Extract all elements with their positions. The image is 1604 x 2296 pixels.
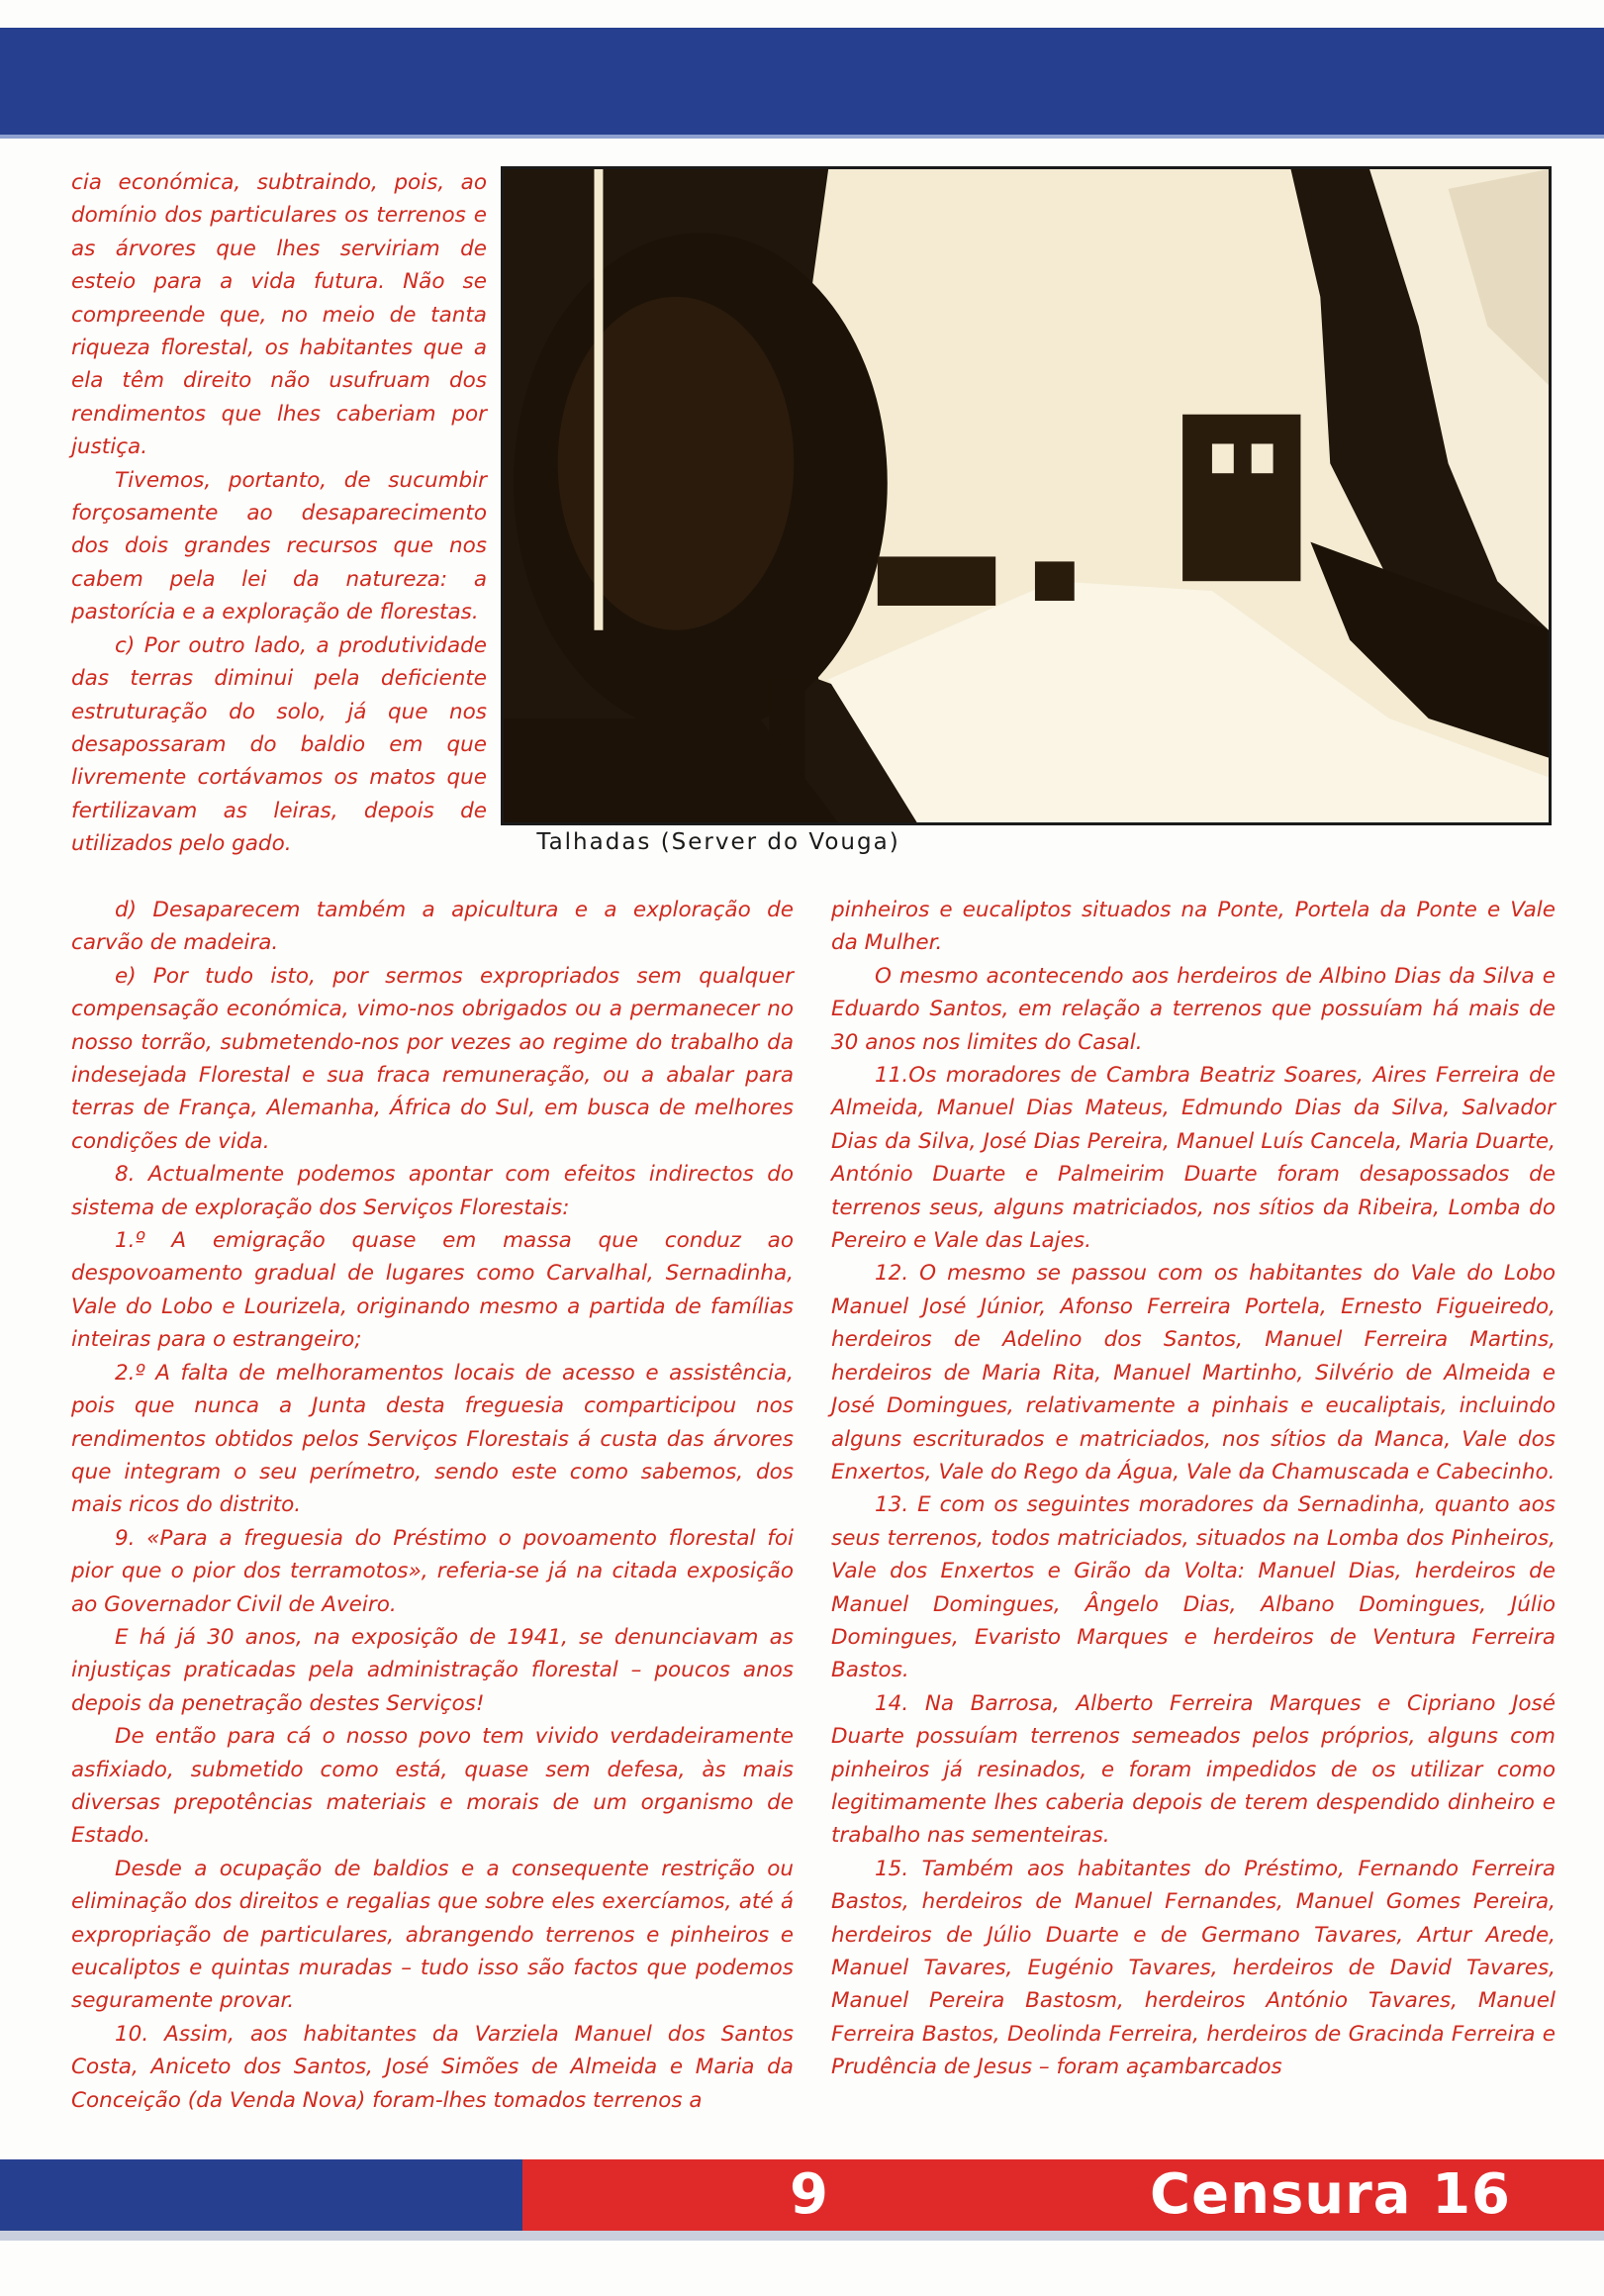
paragraph: cia económica, subtraindo, pois, ao domínio dos particulares os terrenos e as árvores que lhes serviriam de esteio para a vida futura. Não se compreende que, no meio de tanta riqueza florestal, os habitantes que a ela têm direito não usufruam dos rendimentos que lhes caberiam por justiça. xyxy=(71,170,487,460)
paragraph: 8. Actualmente podemos apontar com efeitos indirectos do sistema de exploração dos Serviços Florestais: xyxy=(71,1162,794,1220)
footer-band-red xyxy=(522,2159,1604,2231)
paragraph: 13. E com os seguintes moradores da Sernadinha, quanto aos seus terrenos, todos matriciados, situados na Lomba dos Pinheiros, Vale dos Enxertos e Girão da Volta: Manuel Dias, herdeiros de Manuel Domingues, Ângelo Dias, Albano Domingues, Júlio Domingues, Evaristo Marques e herdeiros de Ventura Ferreira Bastos. xyxy=(831,1492,1556,1683)
paragraph: d) Desaparecem também a apicultura e a exploração de carvão de madeira. xyxy=(71,898,794,956)
paragraph: 12. O mesmo se passou com os habitantes do Vale do Lobo Manuel José Júnior, Afonso Ferreira Portela, Ernesto Figueiredo, herdeiros de Adelino dos Santos, Manuel Ferreira Martins, herdeiros de Maria Rita, Manuel Martinho, Silvério de Almeida e José Domingues, relativamente a pinhais e eucaliptais, incluindo alguns escriturados e matriciados, nos sítios da Manca, Vale dos Enxertos, Vale do Rego da Água, Vale da Chamuscada e Cabecinho. xyxy=(831,1261,1556,1484)
paragraph: e) Por tudo isto, por sermos expropriados sem qualquer compensação económica, vimo-nos obrigados ou a permanecer no nosso torrão, submetendo-nos por vezes ao regime do trabalho da indesejada Florestal e sua fraca remuneração, ou a abalar para terras de França, Alemanha, África do Sul, em busca de melhores condições de vida. xyxy=(71,963,794,1154)
photo-illustration xyxy=(504,169,1549,822)
paragraph: pinheiros e eucaliptos situados na Ponte, Portela da Ponte e Vale da Mulher. xyxy=(831,898,1556,956)
paragraph: c) Por outro lado, a produtividade das terras diminui pela deficiente estruturação do solo, já que nos desapossaram do baldio em que livremente cortávamos os matos que fertilizavam as leiras, depois de utilizados pelo gado. xyxy=(71,632,487,857)
paragraph: 2.º A falta de melhoramentos locais de acesso e assistência, pois que nunca a Junta desta freguesia comparticipou nos rendimentos obtidos pelos Serviços Florestais á custa das árvores que integram o seu perímetro, sendo este como sabemos, dos mais ricos do distrito. xyxy=(71,1360,794,1518)
page-number: 9 xyxy=(790,2162,828,2227)
paragraph: Tivemos, portanto, de sucumbir forçosamente ao desaparecimento dos dois grandes recursos que nos cabem pela lei da natureza: a pastorícia e a exploração de florestas. xyxy=(71,467,487,625)
paragraph: De então para cá o nosso povo tem vivido verdadeiramente asfixiado, submetido como está, quase sem defesa, às mais diversas prepotências materiais e morais de um organismo de Estado. xyxy=(71,1724,794,1849)
village-street-photo xyxy=(501,166,1552,825)
photo-caption: Talhadas (Server do Vouga) xyxy=(536,829,900,855)
paragraph: 10. Assim, aos habitantes da Varziela Manuel dos Santos Costa, Aniceto dos Santos, José Simões de Almeida e Maria da Conceição (da Venda Nova) foram-lhes tomados terrenos a xyxy=(71,2021,794,2113)
paragraph: 9. «Para a freguesia do Préstimo o povoamento florestal foi pior que o pior dos terramotos», referia-se já na citada exposição ao Governador Civil de Aveiro. xyxy=(71,1525,794,1617)
footer-rule xyxy=(0,2231,1604,2241)
left-column-bottom xyxy=(71,894,794,2117)
paragraph: Desde a ocupação de baldios e a consequente restrição ou eliminação dos direitos e regalias que sobre eles exercíamos, até á expropriação de particulares, abrangendo terrenos e pinheiros e eucaliptos e quintas muradas – tudo isso são factos que podemos seguramente provar. xyxy=(71,1856,794,2014)
paragraph: 14. Na Barrosa, Alberto Ferreira Marques e Cipriano José Duarte possuíam terrenos semeados pelos próprios, alguns com pinheiros já resinados, e foram impedidos de os utilizar como legitimamente lhes caberia depois de terem despendido dinheiro e trabalho nas sementeiras. xyxy=(831,1690,1556,1849)
right-column xyxy=(831,894,1556,2084)
paragraph: 11.Os moradores de Cambra Beatriz Soares, Aires Ferreira de Almeida, Manuel Dias Mateus, Edmundo Dias da Silva, Salvador Dias da Silva, José Dias Pereira, Manuel Luís Cancela, Maria Duarte, António Duarte e Palmeirim Duarte foram desapossados de terrenos seus, alguns matriciados, nos sítios da Ribeira, Lomba do Pereiro e Vale das Lajes. xyxy=(831,1063,1556,1254)
header-band xyxy=(0,28,1604,135)
paragraph: 15. Também aos habitantes do Préstimo, Fernando Ferreira Bastos, herdeiros de Manuel Fernandes, Manuel Gomes Pereira, herdeiros de Júlio Duarte e de Germano Tavares, Artur Arede, Manuel Tavares, Eugénio Tavares, herdeiros de David Tavares, Manuel Pereira Bastosm, herdeiros António Tavares, Manuel Ferreira Bastos, Deolinda Ferreira, herdeiros de Gracinda Ferreira e Prudência de Jesus – foram açambarcados xyxy=(831,1856,1556,2080)
magazine-name: Censura 16 xyxy=(1150,2162,1511,2227)
footer-band-blue xyxy=(0,2159,522,2231)
paragraph: 1.º A emigração quase em massa que conduz ao despovoamento gradual de lugares como Carvalhal, Sernadinha, Vale do Lobo e Lourizela, originando mesmo a partida de famílias inteiras para o estrangeiro; xyxy=(71,1228,794,1353)
paragraph: O mesmo acontecendo aos herdeiros de Albino Dias da Silva e Eduardo Santos, em relação a terrenos que possuíam há mais de 30 anos nos limites do Casal. xyxy=(831,963,1556,1055)
paragraph: E há já 30 anos, na exposição de 1941, se denunciavam as injustiças praticadas pela administração florestal – poucos anos depois da penetração destes Serviços! xyxy=(71,1624,794,1716)
left-column-top xyxy=(71,166,487,861)
